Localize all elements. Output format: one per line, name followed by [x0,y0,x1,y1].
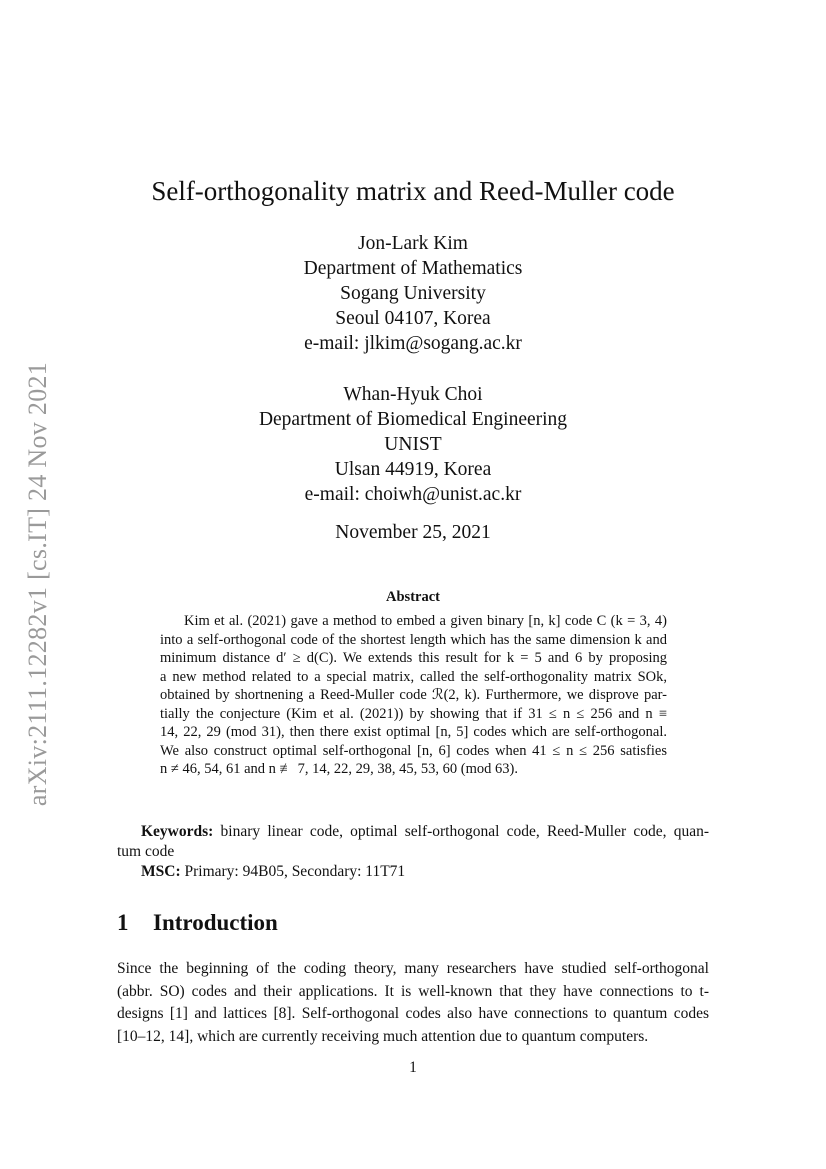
abstract-line: obtained by shortnening a Reed-Muller code ℛ(2, k). Furthermore, we disprove par- [160,687,667,703]
page-number: 1 [409,1059,417,1076]
msc-label: MSC: [141,863,181,880]
keywords-line-continued: tum code [117,843,175,860]
author-department: Department of Mathematics [303,258,523,279]
author-name: Jon-Lark Kim [358,233,468,254]
abstract-line: 14, 22, 29 (mod 31), then there exist optimal [n, 5] codes which are self-orthogonal. [160,724,667,740]
section-number: 1 [117,910,129,935]
author-institution: Sogang University [340,283,486,304]
msc-line [117,862,709,882]
keywords-label: Keywords: [141,823,214,840]
author-address: Seoul 04107, Korea [335,308,491,329]
abstract-line: n ≠ 46, 54, 61 and n ≢ 7, 14, 22, 29, 38, 45, 53, 60 (mod 63). [160,761,518,777]
paragraph-line: [10–12, 14], which are currently receiving much attention due to quantum computers. [117,1028,649,1046]
author-address: Ulsan 44919, Korea [334,459,492,480]
author-block-1 [0,231,826,356]
abstract-body [160,612,667,779]
msc-text: Primary: 94B05, Secondary: 11T71 [180,863,406,880]
author-email: e-mail: choiwh@unist.ac.kr [304,484,522,505]
keywords-line [117,822,709,842]
keywords-block [117,822,709,882]
abstract-line: a new method related to a special matrix, called the self-orthogonality matrix SOk, [160,668,667,685]
abstract-line: We also construct optimal self-orthogonal [n, 6] codes when 41 ≤ n ≤ 256 satisfies [160,742,667,759]
abstract-line: minimum distance d′ ≥ d(C). We extends this result for k = 5 and 6 by proposing [160,650,667,666]
author-name: Whan-Hyuk Choi [343,384,483,405]
keywords-text: binary linear code, optimal self-orthogonal code, Reed-Muller code, quan- [213,823,709,840]
abstract-line: into a self-orthogonal code of the shortest length which has the same dimension k and [160,631,667,648]
abstract-line: Kim et al. (2021) gave a method to embed a given binary [n, k] code C (k = 3, 4) [184,613,667,629]
paper-date: November 25, 2021 [335,522,491,543]
paper-title: Self-orthogonality matrix and Reed-Muller code [151,176,675,206]
abstract-line: tially the conjecture (Kim et al. (2021)) by showing that if 31 ≤ n ≤ 256 and n ≡ [160,705,667,722]
author-block-2 [0,382,826,507]
section-title: Introduction [153,910,278,935]
paragraph-line: designs [1] and lattices [8]. Self-orthogonal codes also have connections to quantum codes [117,1005,709,1023]
section-heading [117,910,278,936]
paragraph-line: Since the beginning of the coding theory, many researchers have studied self-orthogonal [117,960,709,977]
paragraph-line: (abbr. SO) codes and their applications. It is well-known that they have connections to t- [117,982,709,1000]
author-department: Department of Biomedical Engineering [258,409,568,430]
author-email: e-mail: jlkim@sogang.ac.kr [304,333,522,354]
introduction-paragraph [117,958,709,1049]
author-institution: UNIST [384,434,442,455]
abstract-heading: Abstract [386,589,440,605]
arxiv-identifier: arXiv:2111.12282v1 [cs.IT] 24 Nov 2021 [23,361,52,807]
